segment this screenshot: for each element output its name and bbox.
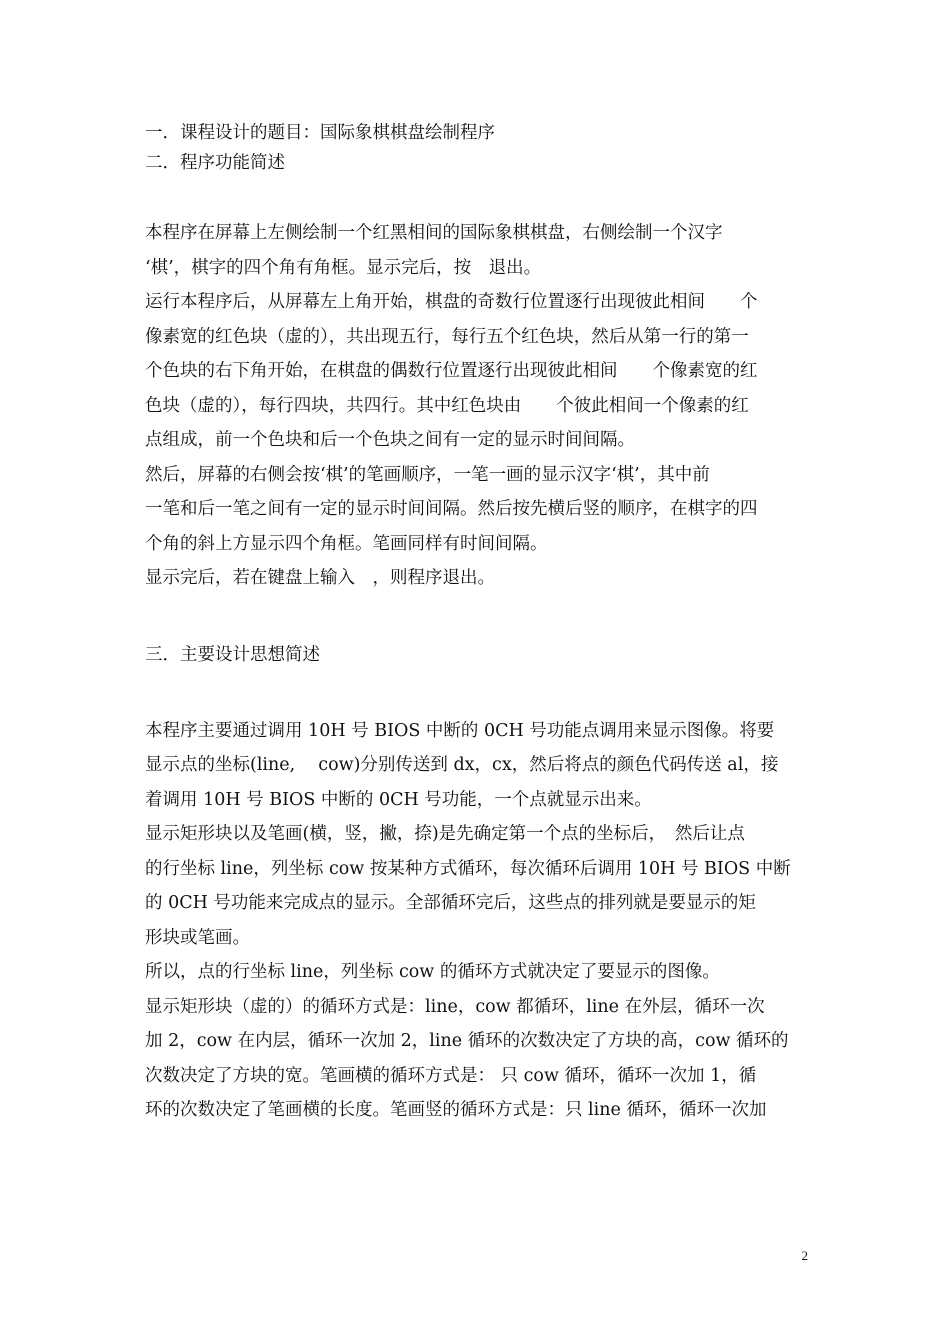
text-line: 形块或笔画。 [145, 927, 250, 948]
text-line: 一笔和后一笔之间有一定的显示时间间隔。然后按先横后竖的顺序，在棋字的四 [145, 499, 758, 519]
heading-topic: 一．课程设计的题目：国际象棋棋盘绘制程序 [145, 123, 495, 143]
document-body [145, 118, 813, 1128]
text-line: 的行坐标 line，列坐标 cow 按某种方式循环，每次循环后调用 10H 号 BIOS 中断 [145, 858, 791, 879]
text-line: 次数决定了方块的宽。笔画横的循环方式是： 只 cow 循环，循环一次加 1，循 [145, 1065, 757, 1086]
text-line: 显示完后，若在键盘上输入 ，则程序退出。 [145, 568, 495, 588]
heading-design-idea: 三．主要设计思想简述 [145, 644, 320, 665]
text-line: 显示矩形块（虚的）的循环方式是：line，cow 都循环，line 在外层，循环一次 [145, 996, 765, 1017]
spacer [145, 596, 813, 640]
text-line: 的 0CH 号功能来完成点的显示。全部循环完后，这些点的排列就是要显示的矩 [145, 893, 756, 913]
text-line: 点组成，前一个色块和后一个色块之间有一定的显示时间间隔。 [145, 430, 635, 450]
text-line: 个角的斜上方显示四个角框。笔画同样有时间间隔。 [145, 533, 548, 554]
section-design-paragraphs [145, 714, 813, 1128]
text-line: 本程序在屏幕上左侧绘制一个红黑相间的国际象棋棋盘，右侧绘制一个汉字 [145, 223, 723, 243]
section-function-paragraphs [145, 216, 813, 596]
text-line: 显示点的坐标(line, cow)分别传送到 dx，cx，然后将点的颜色代码传送 al，接 [145, 755, 779, 775]
heading-function-overview: 二．程序功能简述 [145, 153, 285, 173]
text-line: 着调用 10H 号 BIOS 中断的 0CH 号功能，一个点就显示出来。 [145, 789, 652, 810]
text-line: 像素宽的红色块（虚的），共出现五行，每行五个红色块，然后从第一行的第一 [145, 326, 749, 347]
text-line: 环的次数决定了笔画横的长度。笔画竖的循环方式是：只 line 循环，循环一次加 [145, 1100, 767, 1120]
text-line: 然后，屏幕的右侧会按‘棋’的笔画顺序，一笔一画的显示汉字‘棋’，其中前 [145, 464, 710, 485]
page-number: 2 [801, 1248, 808, 1263]
spacer [145, 670, 813, 714]
text-line: ‘棋’，棋字的四个角有角框。显示完后，按 退出。 [145, 257, 542, 278]
text-line: 所以，点的行坐标 line，列坐标 cow 的循环方式就决定了要显示的图像。 [145, 962, 720, 982]
text-line: 本程序主要通过调用 10H 号 BIOS 中断的 0CH 号功能点调用来显示图像。将要 [145, 720, 775, 741]
text-line: 个色块的右下角开始，在棋盘的偶数行位置逐行出现彼此相间 个像素宽的红 [145, 361, 758, 381]
text-line: 加 2，cow 在内层，循环一次加 2，line 循环的次数决定了方块的高，cow 循环的 [145, 1031, 789, 1051]
text-line: 色块（虚的），每行四块，共四行。其中红色块由 个彼此相间一个像素的红 [145, 395, 749, 416]
text-line: 运行本程序后，从屏幕左上角开始，棋盘的奇数行位置逐行出现彼此相间 个 [145, 292, 758, 312]
spacer [145, 178, 813, 216]
text-line: 显示矩形块以及笔画(横，竖，撇，捺)是先确定第一个点的坐标后， 然后让点 [145, 824, 745, 844]
